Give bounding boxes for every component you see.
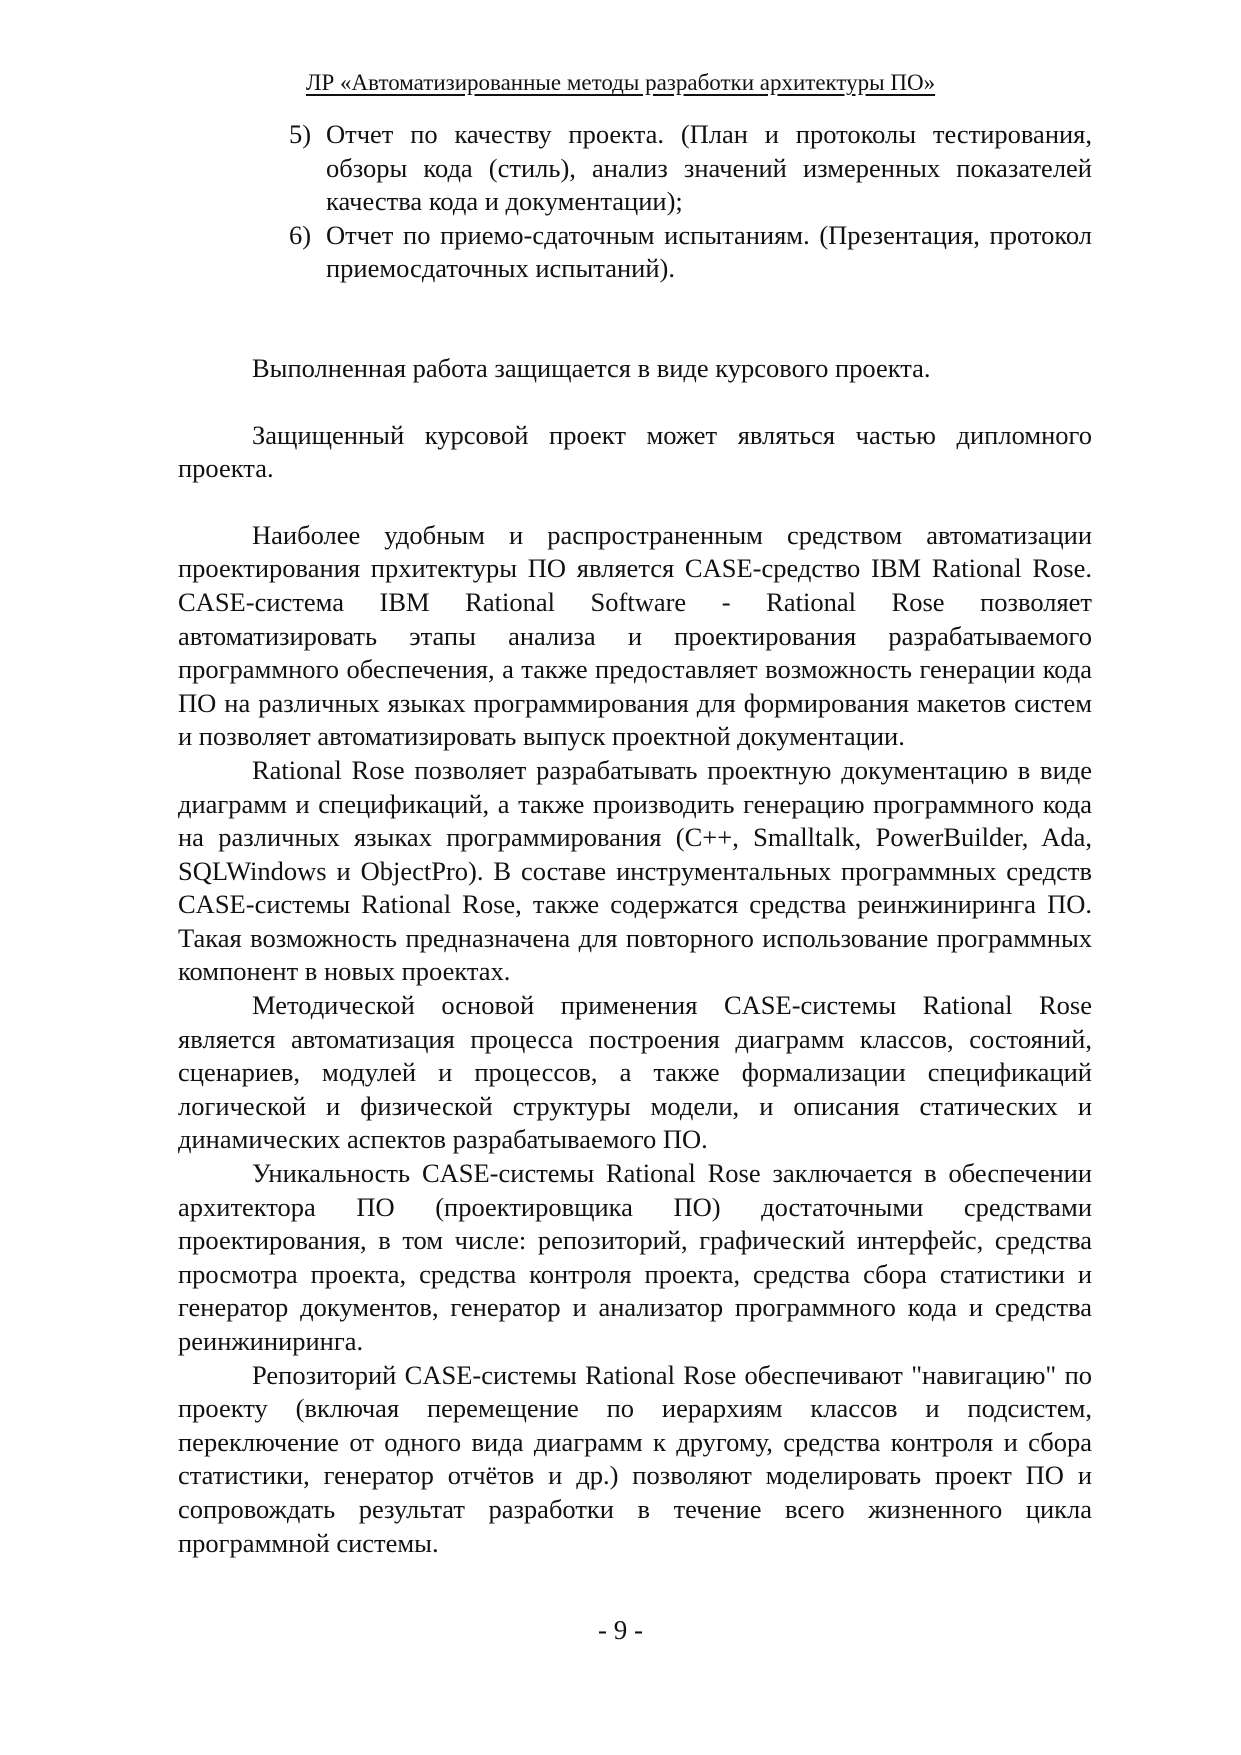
page-body [178,118,1092,1560]
list-item [178,219,1092,286]
paragraph: Уникальность CASE-системы Rational Rose заключается в обеспечении архитектора ПО (проектировщика ПО) достаточными средствами проектирования, в том числе: репозиторий, графический интерфейс, средства просмотра проекта, средства контроля проекта, средства сбора статистики и генератор документов, генератор и анализатор программного кода и средства реинжиниринга. [178,1158,1092,1356]
header-title: ЛР «Автоматизированные методы разработки архитектуры ПО» [305,70,936,95]
paragraph: Rational Rose позволяет разрабатывать проектную документацию в виде диаграмм и спецификаций, а также производить генерацию программного кода на различных языках программирования (С++, Smalltalk, PowerBuilder, Ada, SQLWindows и ObjectPro). В составе инструментальных программных средств CASE-системы Rational Rose, также содержатся средства реинжиниринга ПО. Такая возможность предназначена для повторного использование программных компонент в новых проектах. [178,754,1092,987]
paragraph: Методической основой применения CASE-системы Rational Rose является автоматизация процесса построения диаграмм классов, состояний, сценариев, модулей и процессов, а также формализации спецификаций логической и физической структуры модели, и описания статических и динамических аспектов разрабатываемого ПО. [178,990,1092,1155]
list-item-text: Отчет по качеству проекта. (План и протоколы тестирования, обзоры кода (стиль), анализ значений измеренных показателей качества кода и документации); [326,119,1092,217]
paragraph: Наиболее удобным и распространенным средством автоматизации проектирования прхитектуры ПО является CASE-средство IBM Rational Rose. CASE-система IBM Rational Software - Rational Rose позволяет автоматизировать этапы анализа и проектирования разрабатываемого программного обеспечения, а также предоставляет возможность генерации кода ПО на различных языках программирования для формирования макетов систем и позволяет автоматизировать выпуск проектной документации. [178,519,1092,752]
page-number: - 9 - [598,1615,643,1645]
numbered-list [178,118,1092,286]
paragraph: Выполненная работа защищается в виде курсового проекта. [252,352,931,383]
list-item-number: 6) [289,219,312,250]
paragraph: Репозиторий CASE-системы Rational Rose обеспечивают "навигацию" по проекту (включая перемещение по иерархиям классов и подсистем, переключение от одного вида диаграмм к другому, средства контроля и сбора статистики, генератор отчётов и др.) позволяют моделировать проект ПО и сопровождать результат разработки в течение всего жизненного цикла программной системы. [178,1359,1092,1558]
list-item [178,118,1092,219]
list-item-text: Отчет по приемо-сдаточным испытаниям. (Презентация, протокол приемосдаточных испытаний). [326,219,1092,284]
running-header [0,70,1241,96]
paragraph: Защищенный курсовой проект может являться частью дипломного проекта. [178,419,1092,484]
list-item-number: 5) [289,119,312,149]
